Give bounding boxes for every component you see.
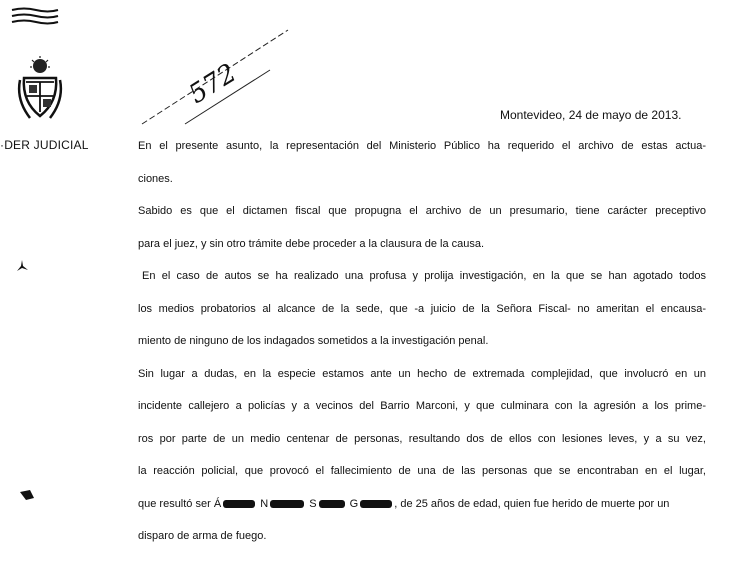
redaction-bar bbox=[270, 500, 304, 508]
institution-name: ·DER JUDICIAL bbox=[0, 138, 89, 152]
folio-number-stamp bbox=[140, 20, 290, 130]
flag-stripes-icon bbox=[10, 6, 60, 26]
text-fragment: que resultó ser bbox=[138, 497, 211, 510]
date-line: Montevideo, 24 de mayo de 2013. bbox=[500, 108, 682, 122]
coat-of-arms-icon bbox=[16, 56, 64, 122]
document-body bbox=[138, 140, 706, 563]
paragraph-line: los medios probatorios al alcance de la sede, que -a juicio de la Señora Fiscal- no ameritan el encausa- bbox=[138, 302, 706, 315]
paragraph-line: ros por parte de un medio centenar de personas, resultando dos de ellos con lesiones leves, y a su vez, bbox=[138, 432, 706, 445]
scan-speck-icon bbox=[20, 490, 34, 500]
redaction-bar bbox=[223, 500, 255, 508]
paragraph-line: En el presente asunto, la representación del Ministerio Público ha requerido el archivo de estas actua- bbox=[138, 140, 706, 152]
paragraph-line: ciones. bbox=[138, 172, 173, 185]
paragraph-line: disparo de arma de fuego. bbox=[138, 530, 267, 542]
text-fragment: , de 25 años de edad, quien fue herido de muerte por un bbox=[394, 497, 670, 510]
redacted-name-line bbox=[138, 498, 706, 531]
text-fragment: S bbox=[309, 497, 317, 510]
paragraph-line: Sabido es que el dictamen fiscal que propugna el archivo de un presumario, tiene carácter preceptivo bbox=[138, 205, 706, 217]
text-fragment: N bbox=[260, 497, 269, 510]
paragraph-line: En el caso de autos se ha realizado una profusa y prolija investigación, en la que se han agotado todos bbox=[142, 270, 706, 282]
folio-number: 572 bbox=[183, 58, 242, 110]
paragraph-line: la reacción policial, que provocó el fallecimiento de una de las personas que se encontraban en el lugar, bbox=[138, 465, 706, 477]
paragraph-line: Sin lugar a dudas, en la especie estamos ante un hecho de extremada complejidad, que involucró en un bbox=[138, 367, 706, 380]
paragraph-line: miento de ninguno de los indagados sometidos a la investigación penal. bbox=[138, 335, 489, 347]
paragraph-line: incidente callejero a policías y a vecinos del Barrio Marconi, y que culminara con la agresión a los prime- bbox=[138, 400, 706, 412]
paragraph-line: para el juez, y sin otro trámite debe proceder a la clausura de la causa. bbox=[138, 237, 485, 250]
scan-speck-icon bbox=[16, 260, 28, 272]
text-fragment: G bbox=[349, 497, 359, 510]
redaction-bar bbox=[360, 500, 392, 508]
text-fragment: Á bbox=[213, 497, 222, 510]
redaction-bar bbox=[319, 500, 345, 508]
